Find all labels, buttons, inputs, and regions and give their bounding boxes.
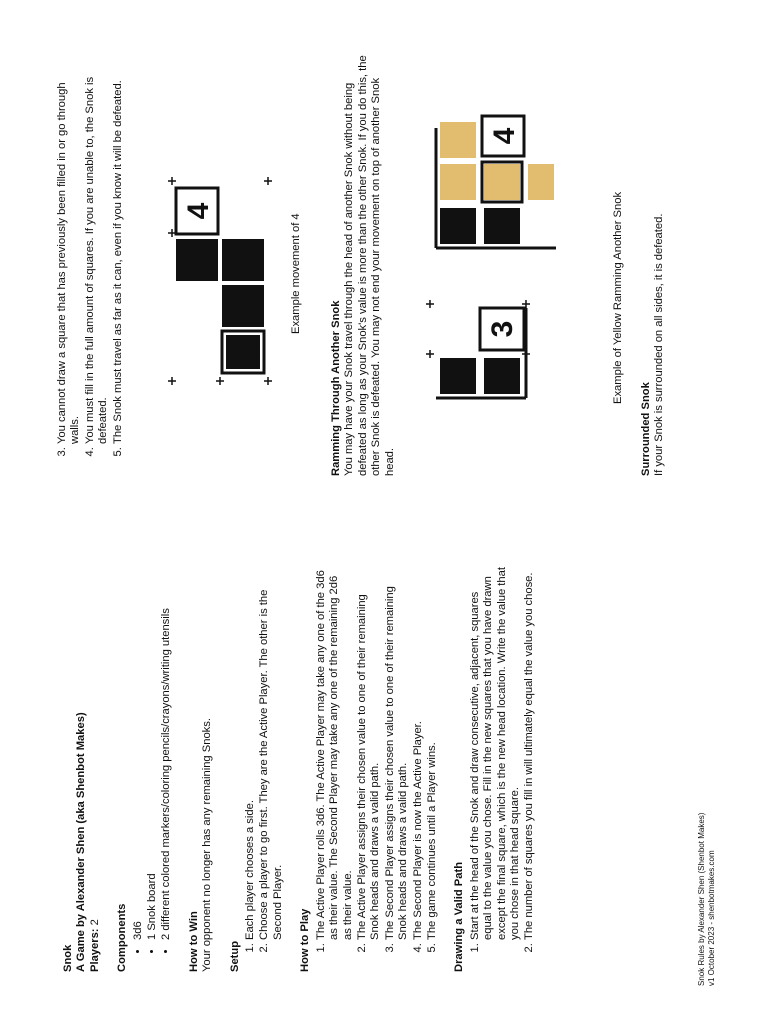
how-to-play-section: [299, 567, 439, 972]
left-column: [62, 567, 538, 972]
list-item: 2. Choose a player to go first. They are the Active Player. The other is the Second Player.: [258, 567, 285, 940]
game-title: Snok: [62, 944, 74, 972]
valid-path-list-b: [56, 52, 125, 476]
list-item: 5. The Snok must travel as far as it can, even if you know it will be defeated.: [112, 52, 125, 444]
list-item: 5. The game continues until a Player wins.: [426, 567, 439, 940]
ramming-text: You may have your Snok travel through the head of another Snok without being defeated as long as your Snok's value is more than the other Snok. If you do this, the other Snok is defeated. You may not end your movement on top of another Snok head.: [343, 55, 396, 476]
setup-list: [244, 567, 285, 972]
game-subtitle: A Game by Alexander Shen (aka Shenbot Makes): [75, 712, 88, 972]
filled-square: [222, 239, 264, 281]
credit-line-1: Snok Rules by Alexander Shen (Shenbot Makes): [697, 812, 706, 986]
ram-before-diagram: [430, 284, 550, 404]
example-movement-diagram: [172, 179, 282, 379]
players-line: [89, 567, 102, 972]
ramming-section: [330, 52, 397, 476]
head-value: 4: [182, 202, 215, 220]
yellow-square: [528, 164, 554, 200]
filled-square: [176, 239, 218, 281]
filled-square: [222, 285, 264, 327]
components-heading: Components: [116, 903, 129, 972]
how-to-play-list: [315, 567, 440, 972]
yellow-square: [484, 164, 520, 200]
players-label: Players:: [88, 928, 101, 972]
right-column: [56, 52, 126, 476]
filled-square: [484, 358, 520, 394]
filled-square: [440, 208, 476, 244]
head-value: 4: [488, 127, 521, 145]
surrounded-section: [640, 52, 667, 476]
setup-section: [229, 567, 286, 972]
ramming-heading: Ramming Through Another Snok: [330, 300, 342, 476]
setup-heading: Setup: [228, 940, 241, 972]
how-to-win-section: [188, 567, 215, 972]
list-item: 2. The number of squares you fill in will ultimately equal the value you chose.: [523, 567, 536, 940]
how-to-play-heading: How to Play: [299, 908, 312, 972]
list-item: 4. The Second Player is now the Active Player.: [412, 567, 425, 940]
list-item: • 3d6: [132, 567, 145, 940]
filled-square: [484, 208, 520, 244]
valid-path-heading: Drawing a Valid Path: [453, 861, 466, 972]
list-item: 3. The Second Player assigns their chosen value to one of their remaining Snok heads and draws a valid path.: [384, 567, 411, 940]
filled-square: [226, 335, 260, 369]
list-item: • 2 different colored markers/coloring pencils/crayons/writing utensils: [160, 567, 173, 940]
list-item: 2. The Active Player assigns their chosen value to one of their remaining Snok heads and draws a valid path.: [356, 567, 383, 940]
head-value: 3: [486, 320, 519, 338]
yellow-square: [440, 164, 476, 200]
credit-footer: [697, 813, 717, 986]
list-item: • 1 Snok board: [146, 567, 159, 940]
credit-line-2: v1 October 2023 - shenbotmakes.com: [707, 850, 716, 986]
surrounded-text: If your Snok is surrounded on all sides, it is defeated.: [653, 213, 666, 476]
valid-path-section: [453, 567, 536, 972]
yellow-square: [440, 122, 476, 158]
list-item: 4. You must fill in the full amount of squares. If you are unable to, the Snok is defeated.: [84, 52, 111, 444]
list-item: 1. The Active Player rolls 3d6. The Active Player may take any one of the 3d6 as their value. The Second Player may take any one of the remaining 2d6 as their value.: [315, 567, 355, 940]
ram-caption: Example of Yellow Ramming Another Snok: [612, 191, 624, 404]
surrounded-heading: Surrounded Snok: [640, 382, 652, 476]
components-section: [116, 567, 174, 972]
components-list: [132, 567, 174, 972]
filled-square: [440, 358, 476, 394]
ram-after-diagram: [430, 114, 560, 254]
players-value: 2: [88, 919, 101, 926]
list-item: 1. Start at the head of the Snok and draw consecutive, adjacent, squares equal to the value you chose. Fill in the new squares that you have drawn except the final square, which is the new head location. Write the value that you chose in that head square.: [469, 567, 523, 940]
example-caption: Example movement of 4: [290, 213, 302, 334]
how-to-win-text: Your opponent no longer has any remaining Snoks.: [201, 718, 214, 972]
how-to-win-heading: How to Win: [187, 911, 200, 972]
valid-path-list-a: [469, 567, 537, 972]
list-item: 3. You cannot draw a square that has previously been filled in or go through walls.: [56, 52, 83, 444]
list-item: 1. Each player chooses a side.: [244, 567, 257, 940]
